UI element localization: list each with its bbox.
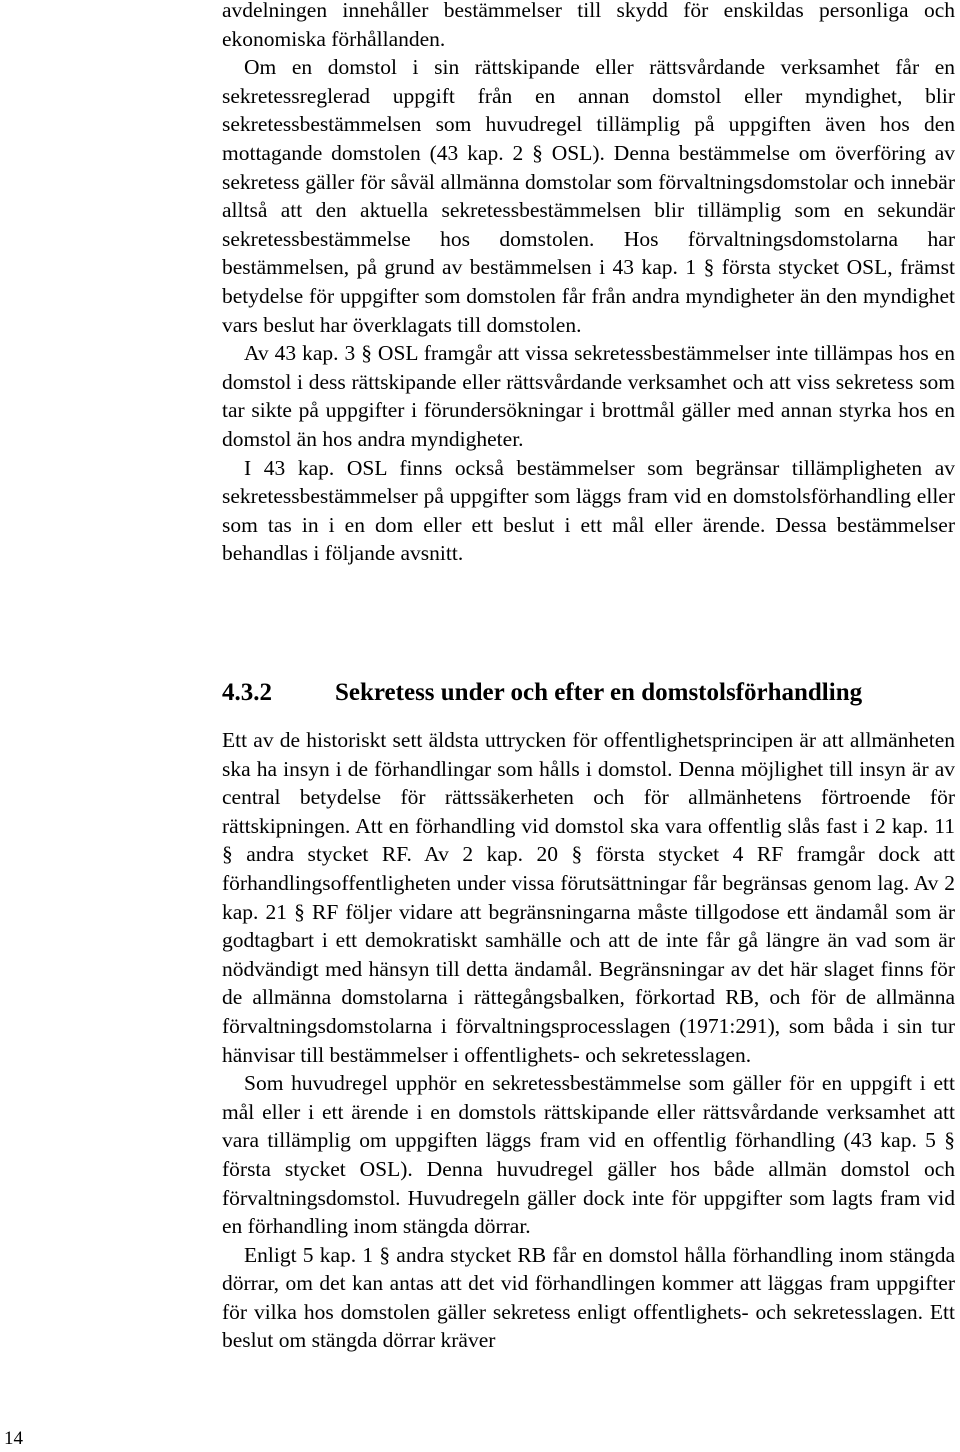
paragraph: Om en domstol i sin rättskipande eller rättsvårdande verksamhet får en sekretessreglerad uppgift från en annan domstol eller myndighet, blir sekretessbestämmelsen som huvudregel tillämplig på uppgiften även hos den mottagande domstolen (43 kap. 2 § OSL). Denna bestämmelse om överföring av sekretess gäller för såväl allmänna domstolar som förvaltningsdomstolar och innebär alltså att den aktuella sekretessbestämmelsen blir tillämplig som en sekundär sekretessbestämmelse hos domstolen. Hos förvaltningsdomstolarna har bestämmelsen, på grund av bestämmelsen i 43 kap. 1 § första stycket OSL, främst betydelse för uppgifter som domstolen får från andra myndigheter än den myndighet vars beslut har överklagats till domstolen. [222, 55, 955, 337]
page-number: 14 [4, 1428, 23, 1449]
paragraph: Som huvudregel upphör en sekretessbestämmelse som gäller för en uppgift i ett mål eller i ett ärende i en domstols rättskipande eller rättsvårdande verksamhet att vara tillämplig om uppgiften läggs fram vid en offentlig förhandling (43 kap. 5 § första stycket OSL). Denna huvudregel gäller hos både allmän domstol och förvaltningsdomstol. Huvudregeln gäller dock inte för uppgifter som lagts fram vid en förhandling inom stängda dörrar. [222, 1071, 955, 1239]
section-number: 4.3.2 [222, 679, 272, 706]
paragraph-continuation: avdelningen innehåller bestämmelser till skydd för enskildas personliga och ekonomiska förhållanden. [222, 0, 955, 51]
section-heading [222, 676, 955, 710]
text-block-before-heading [222, 0, 955, 568]
text-block-after-heading [222, 726, 955, 1355]
paragraph: Enligt 5 kap. 1 § andra stycket RB får en domstol hålla förhandling inom stängda dörrar, om det kan antas att det vid förhandlingen kommer att läggas fram uppgifter för vilka hos domstolen gäller sekretess enligt offentlighets- och sekretesslagen. Ett beslut om stängda dörrar kräver [222, 1242, 955, 1353]
section-title: Sekretess under och efter en domstolsförhandling [335, 679, 863, 706]
paragraph: Av 43 kap. 3 § OSL framgår att vissa sekretessbestämmelser inte tillämpas hos en domstol i dess rättskipande eller rättsvårdande verksamhet och att viss sekretess som tar sikte på uppgifter i förundersökningar i brottmål gäller med annan styrka hos en domstol än hos andra myndigheter. [222, 341, 955, 451]
paragraph: I 43 kap. OSL finns också bestämmelser som begränsar tillämpligheten av sekretessbestämmelser på uppgifter som läggs fram vid en domstolsförhandling eller som tas in i en dom eller ett beslut i ett mål eller ärende. Dessa bestämmelser behandlas i följande avsnitt. [222, 455, 955, 566]
paragraph: Ett av de historiskt sett äldsta uttrycken för offentlighetsprincipen är att allmänheten ska ha insyn i de förhandlingar som hålls i domstol. Denna möjlighet till insyn är av central betydelse för rättssäkerheten och för allmänhetens förtroende för rättskipningen. Att en förhandling vid domstol ska vara offentlig slås fast i 2 kap. 11 § andra stycket RF. Av 2 kap. 20 § första stycket 4 RF framgår dock att förhandlingsoffentligheten under vissa förutsättningar får begränsas genom lag. Av 2 kap. 21 § RF följer vidare att begränsningarna måste tillgodose ett ändamål som är godtagbart i ett demokratiskt samhälle och att de inte får gå längre än vad som är nödvändigt med hänsyn till detta ändamål. Begränsningar av det här slaget finns för de allmänna domstolarna i rättegångsbalken, förkortad RB, och för de allmänna förvaltningsdomstolarna i förvaltningsprocesslagen (1971:291), som båda i sin tur hänvisar till bestämmelser i offentlighets- och sekretesslagen. [222, 728, 955, 1067]
